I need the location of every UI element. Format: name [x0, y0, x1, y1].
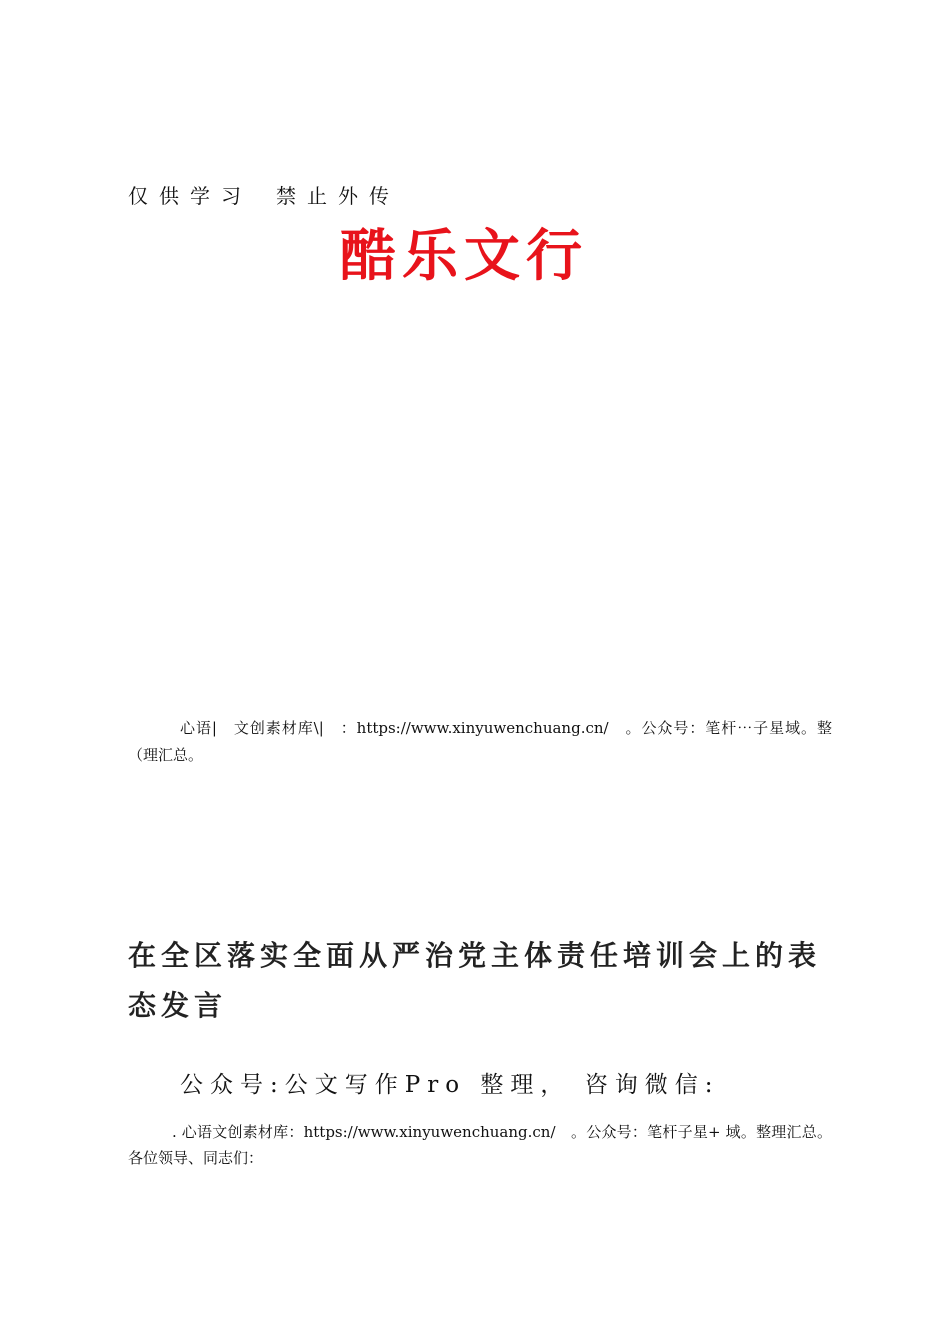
source-paragraph: 心语| 文创素材库\| ：https://www.xinyuwenchuang.cn/ 。公众号：笔杆⋯子星域。整（理汇总。	[128, 719, 832, 764]
body-paragraph: . 心语文创素材库：https://www.xinyuwenchuang.cn/ 。公众号：笔杆子星+ 域。整理汇总。各位领导、同志们：	[128, 1123, 832, 1167]
contact-line: 公众号:公文写作Pro 整理， 咨询微信:	[180, 1072, 720, 1098]
document-title: 在全区落实全面从严治党主体责任培训会上的表态发言	[128, 938, 822, 1022]
notice-no-distribution: 禁止外传	[276, 184, 400, 208]
brand-logo-text: 酷乐文行	[340, 223, 588, 289]
usage-notice	[128, 180, 400, 209]
notice-study-only: 仅供学习	[128, 184, 252, 208]
